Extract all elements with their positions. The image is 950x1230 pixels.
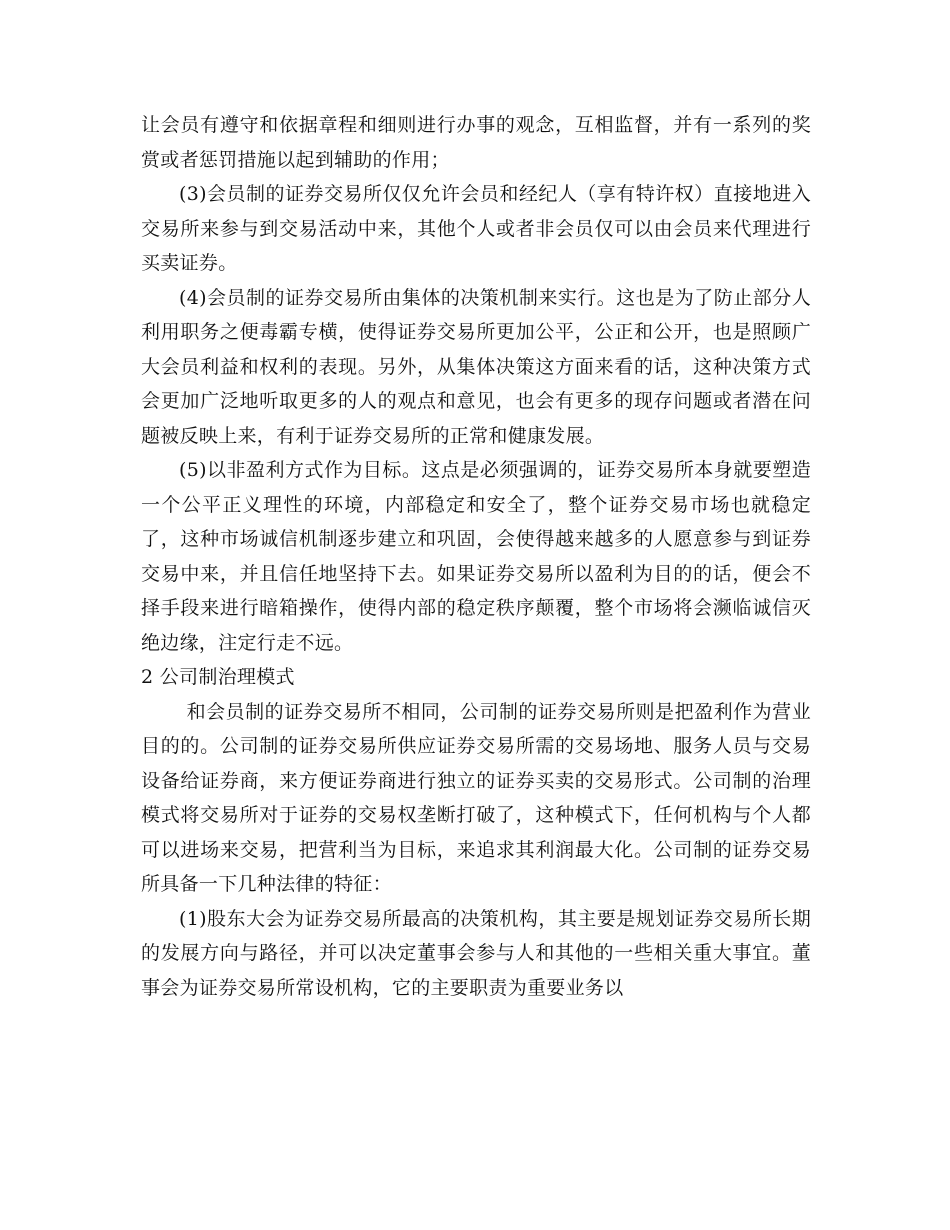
paragraph-point-4: (4)会员制的证券交易所由集体的决策机制来实行。这也是为了防止部分人利用职务之便毒霸专横，使得证券交易所更加公平，公正和公开，也是照顾广大会员利益和权利的表现。另外，从集体决策这方面来看的话，这种决策方式会更加广泛地听取更多的人的观点和意见，也会有更多的现存问题或者潜在问题被反映上来，有利于证券交易所的正常和健康发展。 (141, 286, 811, 447)
paragraph-company-point-1: (1)股东大会为证券交易所最高的决策机构，其主要是规划证券交易所长期的发展方向与路径，并可以决定董事会参与人和其他的一些相关重大事宜。董事会为证券交易所常设机构，它的主要职责为重要业务以 (141, 907, 811, 999)
section-heading: 2 公司制治理模式 (141, 666, 295, 688)
paragraph-point-3: (3)会员制的证券交易所仅仅允许会员和经纪人（享有特许权）直接地进入交易所来参与到交易活动中来，其他个人或者非会员仅可以由会员来代理进行买卖证券。 (141, 183, 811, 274)
paragraph-company-intro: 和会员制的证券交易所不相同，公司制的证券交易所则是把盈利作为营业目的的。公司制的证券交易所供应证券交易所需的交易场地、服务人员与交易设备给证券商，来方便证券商进行独立的证券买卖的交易形式。公司制的治理模式将交易所对于证券的交易权垄断打破了，这种模式下，任何机构与个人都可以进场来交易，把营利当为目标，来追求其利润最大化。公司制的证券交易所具备一下几种法律的特征： (141, 700, 811, 895)
paragraph-continued-member-rules: 让会员有遵守和依据章程和细则进行办事的观念，互相监督，并有一系列的奖赏或者惩罚措施以起到辅助的作用； (141, 114, 811, 171)
paragraph-point-5: (5)以非盈利方式作为目标。这点是必须强调的，证券交易所本身就要塑造一个公平正义理性的环境，内部稳定和安全了，整个证券交易市场也就稳定了，这种市场诚信机制逐步建立和巩固，会使得越来越多的人愿意参与到证券交易中来，并且信任地坚持下去。如果证券交易所以盈利为目的的话，便会不择手段来进行暗箱操作，使得内部的稳定秩序颠覆，整个市场将会濒临诚信灭绝边缘，注定行走不远。 (141, 459, 811, 654)
document-body (141, 108, 811, 1005)
